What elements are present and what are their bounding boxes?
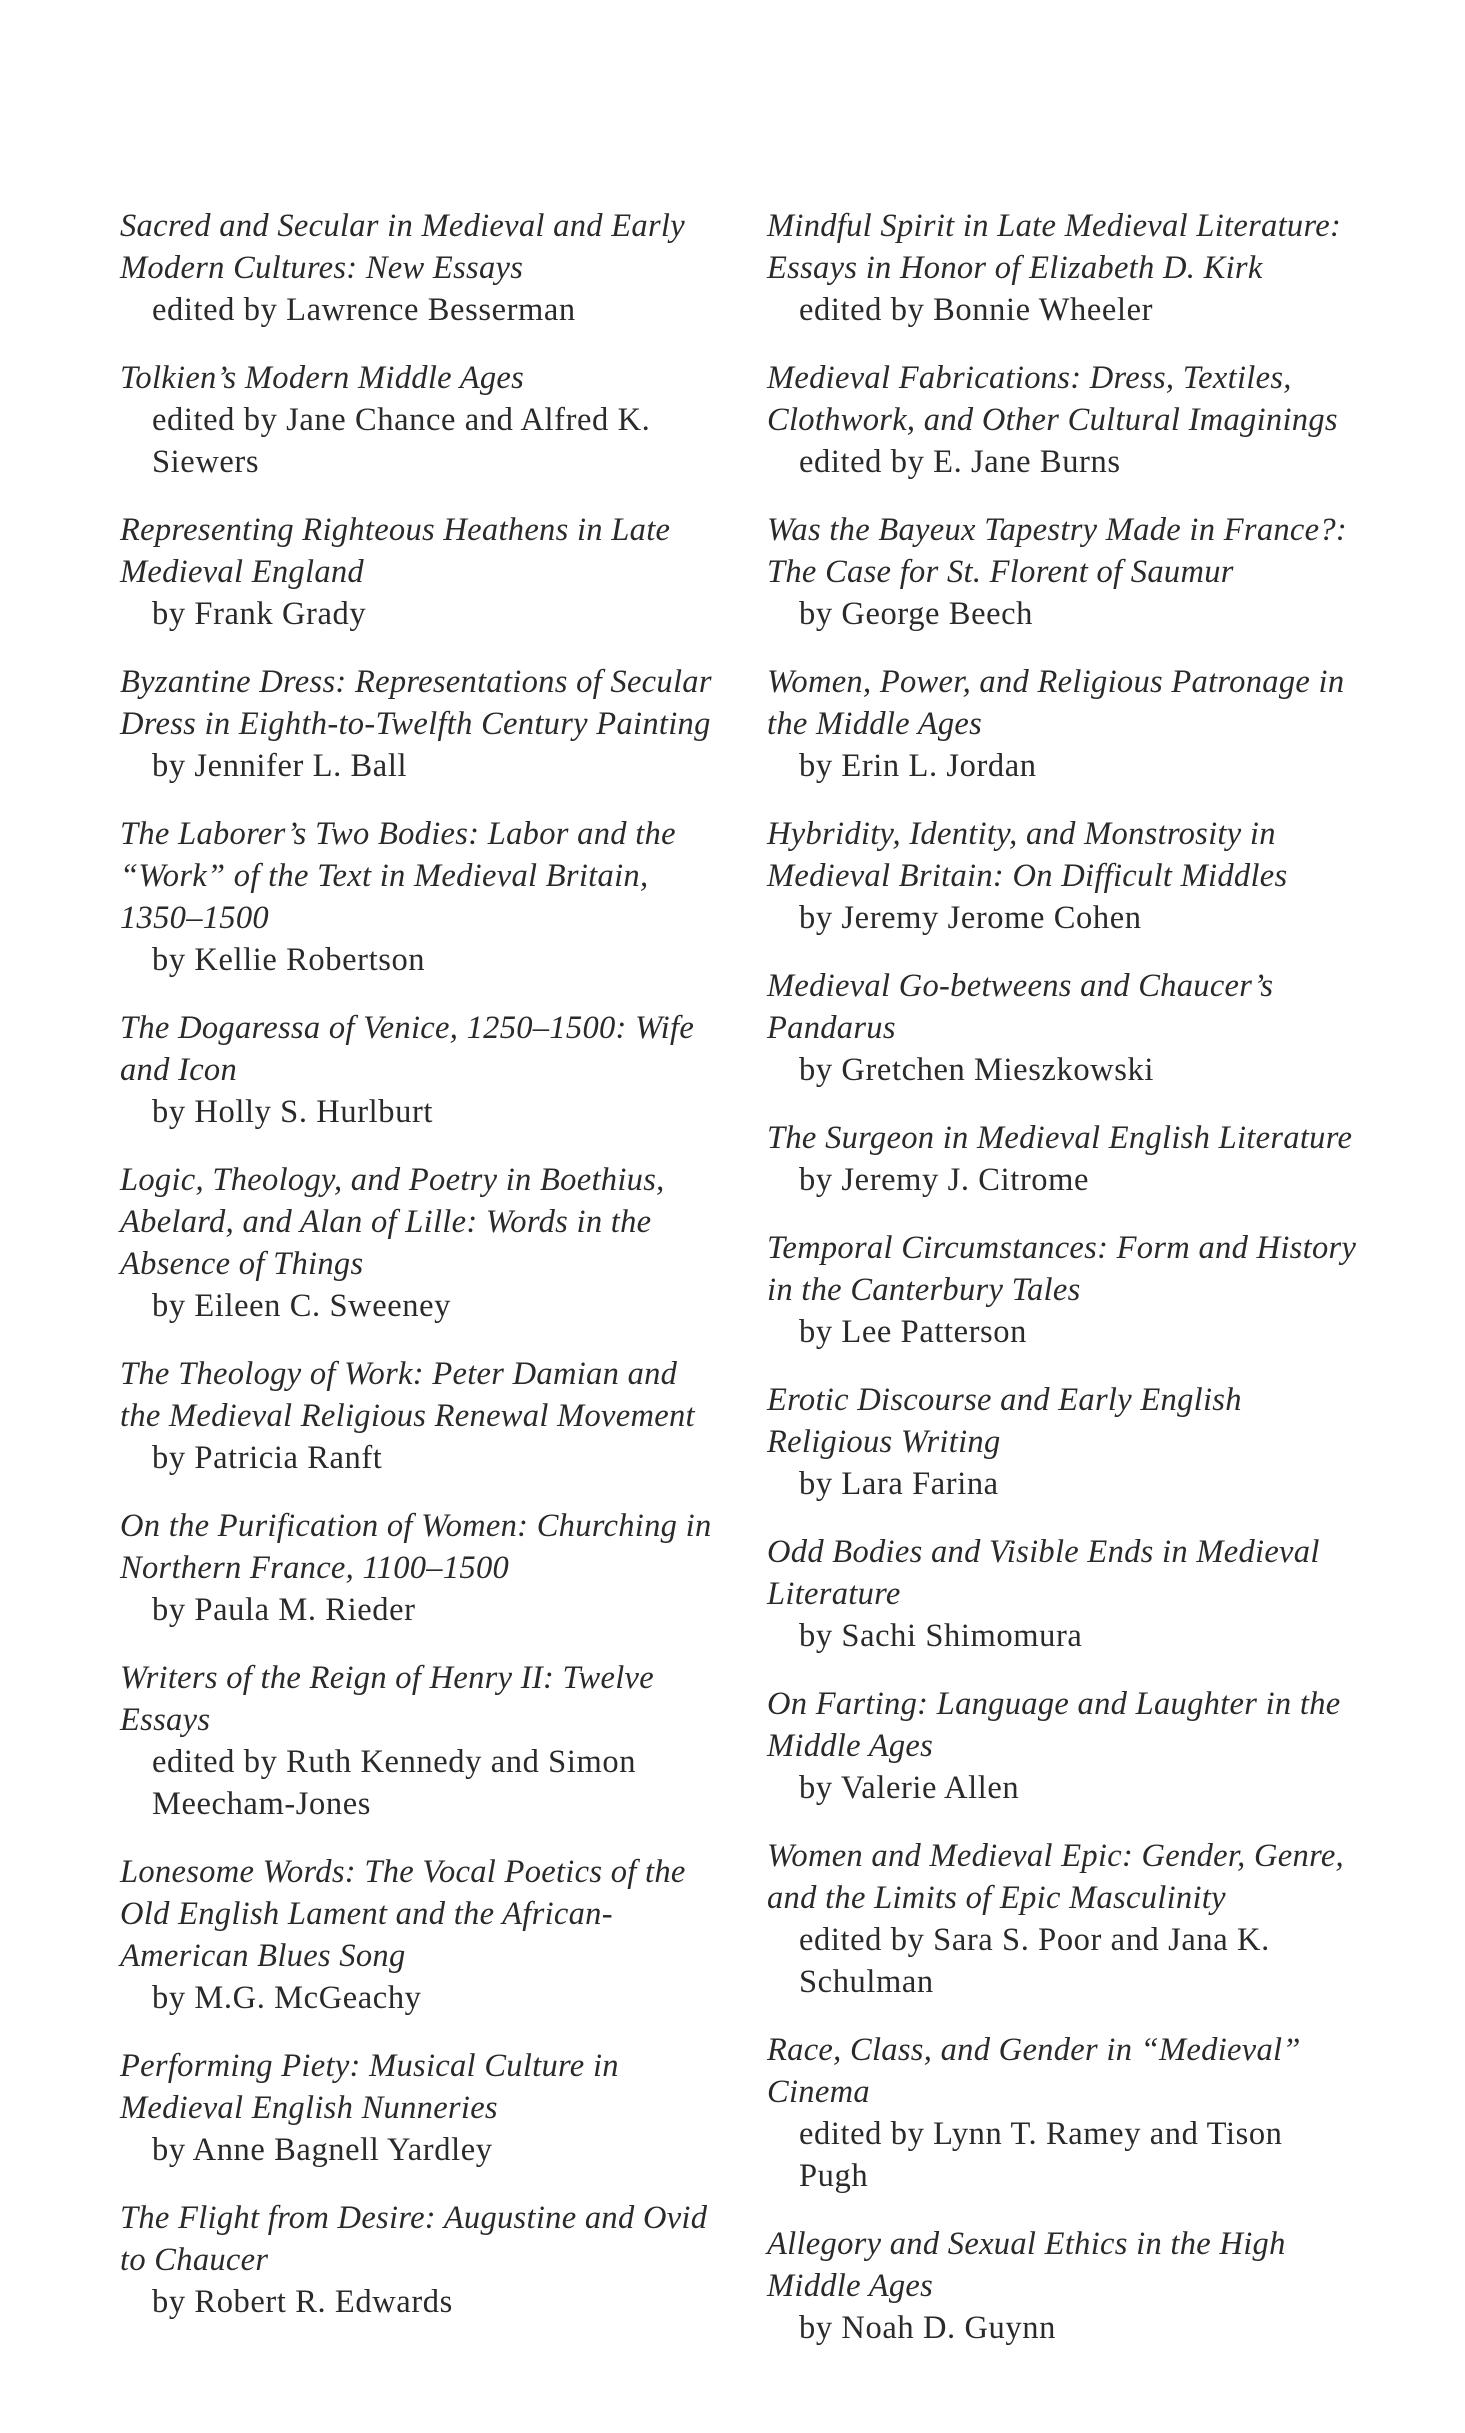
book-credit: edited by Lawrence Besserman [152, 292, 576, 328]
book-title: Hybridity, Identity, and Monstrosity in Medieval Britain: On Difficult Middles [767, 816, 1288, 894]
book-credit: edited by Bonnie Wheeler [799, 292, 1154, 328]
book-credit: edited by Ruth Kennedy and Simon Meecham-Jones [152, 1744, 637, 1822]
book-title: Mindful Spirit in Late Medieval Literature: Essays in Honor of Elizabeth D. Kirk [767, 208, 1342, 286]
book-title: Women, Power, and Religious Patronage in the Middle Ages [767, 664, 1345, 742]
book-title: Representing Righteous Heathens in Late Medieval England [120, 512, 671, 590]
list-item [767, 509, 1360, 635]
book-credit: by Erin L. Jordan [799, 748, 1037, 784]
book-title: The Theology of Work: Peter Damian and the Medieval Religious Renewal Movement [120, 1356, 695, 1434]
list-item [120, 1353, 713, 1479]
list-item [767, 357, 1360, 483]
book-title: Tolkien’s Modern Middle Ages [120, 360, 525, 396]
book-title: Performing Piety: Musical Culture in Medieval English Nunneries [120, 2048, 619, 2126]
book-credit: edited by E. Jane Burns [799, 444, 1121, 480]
list-item [120, 1159, 713, 1327]
book-credit: by Paula M. Rieder [152, 1592, 416, 1628]
book-credit: by Eileen C. Sweeney [152, 1288, 452, 1324]
book-title: The Laborer’s Two Bodies: Labor and the “Work” of the Text in Medieval Britain, 1350–1500 [120, 816, 676, 936]
list-item [767, 813, 1360, 939]
book-credit: by Jeremy J. Citrome [799, 1162, 1090, 1198]
book-credit: by Patricia Ranft [152, 1440, 383, 1476]
book-credit: by George Beech [799, 596, 1034, 632]
book-credit: by Kellie Robertson [152, 942, 426, 978]
book-title: Logic, Theology, and Poetry in Boethius, Abelard, and Alan of Lille: Words in the Absence of Things [120, 1162, 665, 1282]
book-credit: by Jennifer L. Ball [152, 748, 408, 784]
book-credit: by Jeremy Jerome Cohen [799, 900, 1142, 936]
book-title: Temporal Circumstances: Form and History in the Canterbury Tales [767, 1230, 1357, 1308]
book-credit: by Gretchen Mieszkowski [799, 1052, 1154, 1088]
book-title: Erotic Discourse and Early English Religious Writing [767, 1382, 1242, 1460]
book-credit: by Valerie Allen [799, 1770, 1020, 1806]
list-item [120, 357, 713, 483]
list-item [120, 2045, 713, 2171]
list-item [767, 965, 1360, 1091]
list-item [120, 1505, 713, 1631]
book-credit: by Holly S. Hurlburt [152, 1094, 434, 1130]
book-title: Medieval Go-betweens and Chaucer’s Pandarus [767, 968, 1274, 1046]
book-title: Sacred and Secular in Medieval and Early Modern Cultures: New Essays [120, 208, 685, 286]
book-credit: edited by Sara S. Poor and Jana K. Schulman [799, 1922, 1270, 2000]
book-credit: by Lara Farina [799, 1466, 999, 1502]
list-item [120, 813, 713, 981]
book-title: Medieval Fabrications: Dress, Textiles, Clothwork, and Other Cultural Imaginings [767, 360, 1338, 438]
book-title: Race, Class, and Gender in “Medieval” Cinema [767, 2032, 1301, 2110]
list-item [120, 205, 713, 331]
book-credit: by Frank Grady [152, 596, 367, 632]
book-title: Allegory and Sexual Ethics in the High Middle Ages [767, 2226, 1286, 2304]
book-title: The Surgeon in Medieval English Literature [767, 1120, 1353, 1156]
book-credit: by Anne Bagnell Yardley [152, 2132, 493, 2168]
book-title: Was the Bayeux Tapestry Made in France?: The Case for St. Florent of Saumur [767, 512, 1348, 590]
book-title: The Dogaressa of Venice, 1250–1500: Wife and Icon [120, 1010, 695, 1088]
book-title: Women and Medieval Epic: Gender, Genre, and the Limits of Epic Masculinity [767, 1838, 1344, 1916]
book-list-page [120, 205, 1360, 2375]
book-credit: by M.G. McGeachy [152, 1980, 422, 2016]
book-title: The Flight from Desire: Augustine and Ovid to Chaucer [120, 2200, 708, 2278]
list-item [767, 1227, 1360, 1353]
list-item [120, 1007, 713, 1133]
book-title: Lonesome Words: The Vocal Poetics of the Old English Lament and the African-American Blues Song [120, 1854, 686, 1974]
list-item [767, 1835, 1360, 2003]
list-item [120, 2197, 713, 2323]
list-item [767, 661, 1360, 787]
list-item [767, 1379, 1360, 1505]
list-item [120, 1657, 713, 1825]
book-credit: edited by Lynn T. Ramey and Tison Pugh [799, 2116, 1283, 2194]
list-item [767, 205, 1360, 331]
list-item [120, 509, 713, 635]
book-credit: edited by Jane Chance and Alfred K. Siewers [152, 402, 651, 480]
book-credit: by Robert R. Edwards [152, 2284, 453, 2320]
book-title: On the Purification of Women: Churching in Northern France, 1100–1500 [120, 1508, 712, 1586]
list-item [767, 2223, 1360, 2349]
book-credit: by Noah D. Guynn [799, 2310, 1056, 2346]
right-column [767, 205, 1360, 2375]
book-title: Odd Bodies and Visible Ends in Medieval Literature [767, 1534, 1320, 1612]
book-credit: by Sachi Shimomura [799, 1618, 1083, 1654]
book-title: On Farting: Language and Laughter in the Middle Ages [767, 1686, 1341, 1764]
list-item [767, 1531, 1360, 1657]
book-title: Byzantine Dress: Representations of Secular Dress in Eighth-to-Twelfth Century Painting [120, 664, 712, 742]
book-credit: by Lee Patterson [799, 1314, 1028, 1350]
list-item [120, 661, 713, 787]
list-item [120, 1851, 713, 2019]
book-title: Writers of the Reign of Henry II: Twelve Essays [120, 1660, 654, 1738]
list-item [767, 2029, 1360, 2197]
list-item [767, 1117, 1360, 1201]
left-column [120, 205, 713, 2375]
list-item [767, 1683, 1360, 1809]
